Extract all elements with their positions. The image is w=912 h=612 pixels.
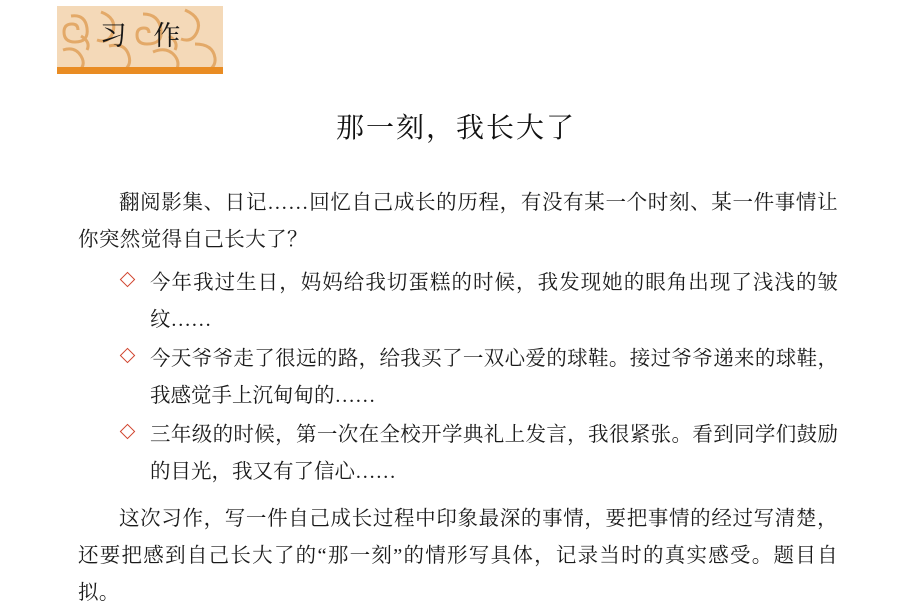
closing-paragraph: 这次习作，写一件自己成长过程中印象最深的事情，要把事情的经过写清楚，还要把感到自己长大了的“那一刻”的情形写具体，记录当时的真实感受。题目自拟。 — [78, 508, 838, 604]
list-item-text: 今天爷爷走了很远的路，给我买了一双心爱的球鞋。接过爷爷递来的球鞋，我感觉手上沉甸甸的…… — [150, 348, 838, 407]
diamond-bullet-icon — [120, 424, 136, 440]
list-item-text: 三年级的时候，第一次在全校开学典礼上发言，我很紧张。看到同学们鼓励的目光，我又有了信心…… — [150, 424, 838, 483]
list-item-text: 今年我过生日，妈妈给我切蛋糕的时候，我发现她的眼角出现了浅浅的皱纹…… — [150, 272, 838, 331]
section-badge — [57, 6, 223, 74]
list-item — [78, 265, 838, 339]
example-list — [78, 265, 838, 491]
list-item — [78, 417, 838, 491]
page-title: 那一刻，我长大了 — [335, 113, 576, 144]
section-badge-label: 习 作 — [99, 21, 191, 51]
badge-underline — [57, 67, 223, 74]
diamond-bullet-icon — [120, 272, 136, 288]
intro-paragraph: 翻阅影集、日记……回忆自己成长的历程，有没有某一个时刻、某一件事情让你突然觉得自己长大了？ — [78, 192, 838, 251]
list-item — [78, 341, 838, 415]
body-content — [78, 185, 838, 612]
diamond-bullet-icon — [120, 348, 136, 364]
